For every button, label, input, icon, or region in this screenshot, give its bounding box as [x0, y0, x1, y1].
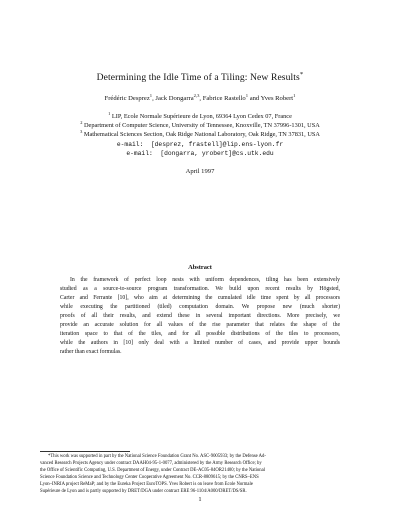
affiliation-line [0, 112, 400, 121]
abstract-line: provide an accurate solution for all values of the rise parameter that relates the shape of the [60, 322, 340, 328]
abstract-line: proofs of all their results, and extend these in several important directions. More precisely, we [60, 313, 340, 319]
author-affiliation-mark: 1 [293, 92, 296, 98]
footnote-line: the Office of Scientific Computing, U.S. Department of Energy, under Contract DE-AC05-84OR21400; by the National [40, 468, 265, 474]
author-affiliation-mark: 2,3 [193, 92, 200, 98]
affiliation-mark: 3 [80, 128, 83, 134]
abstract-line: while executing the partitioned (tiled) computation domain. We propose new (much shorter) [60, 304, 340, 310]
footnote-line: Lyon–INRIA project ReMaP; and by the Eureka Project EuroTOPS. Yves Robert is on leave from Ecole Normale [40, 482, 253, 488]
paper-title-text: Determining the Idle Time of a Tiling: New Results [96, 72, 300, 83]
abstract-line: while the authors in [10] only deal with a limited number of cases, and provide upper bounds [60, 340, 340, 346]
affiliation-text: Department of Computer Science, University of Tennessee, Knoxville, TN 37996-1301, USA [82, 122, 320, 129]
paper-date: April 1997 [185, 168, 215, 175]
page-number: 1 [198, 496, 202, 503]
author-list [0, 92, 400, 102]
affiliation-text: Mathematical Sciences Section, Oak Ridge National Laboratory, Oak Ridge, TN 37831, USA [82, 131, 320, 138]
footnote-line: Supérieure de Lyon and is partly supported by DRET/DGA under contract ERE 96-1104/A000/DRET/DS/SR. [40, 489, 247, 495]
author-name: Fabrice Rastello [202, 95, 246, 102]
author-name: Jack Dongarra [155, 95, 194, 102]
affiliation-line [0, 121, 400, 130]
footnote-line: *This work was supported in part by the National Science Foundation Grant No. ASC-9005933; by the Defense Ad- [48, 454, 266, 459]
title-footnote-mark: * [299, 70, 304, 78]
author-separator: , [152, 95, 156, 102]
author-affiliation-mark: 1 [245, 92, 249, 98]
abstract-line: iteration space to that of the tiles, and for all possible distributions of the tiles to processors, [60, 331, 340, 337]
abstract-line: rather than exact formulas. [60, 349, 122, 355]
paper-title [0, 72, 400, 83]
author-name: Yves Robert [260, 95, 294, 102]
email-line: e-mail: [dongarra, yrobert]@cs.utk.edu [126, 150, 274, 157]
abstract-line: Carter and Ferrante [10], who aim at determining the cumulated idle time spent by all processors [60, 295, 340, 301]
footnote-line: vanced Research Projects Agency under contract DAAH04-95-1-0077, administered by the Army Research Office; by [40, 461, 262, 467]
affiliation-mark: 1 [108, 110, 111, 116]
affiliation-text: LIP, Ecole Normale Supérieure de Lyon, 69364 Lyon Cedex 07, France [110, 113, 292, 120]
author-separator: , [199, 95, 203, 102]
author-name: Frédéric Desprez [104, 95, 150, 102]
footnote-line: Science Foundation Science and Technology Center Cooperative Agreement No. CCR-8809615; by the CNRS–ENS [40, 475, 259, 481]
abstract-body [60, 276, 340, 357]
footnote-rule [40, 451, 130, 452]
author-and: and [248, 95, 261, 102]
abstract-line: In the framework of perfect loop nests with uniform dependences, tiling has been extensively [70, 277, 340, 283]
abstract-line: studied as a source-to-source program transformation. We build upon recent results by Högsted, [60, 286, 340, 292]
abstract-heading: Abstract [188, 264, 212, 271]
affiliation-line [0, 130, 400, 139]
author-affiliation-mark: 1 [149, 92, 153, 98]
affiliation-mark: 2 [80, 119, 83, 125]
footnote [40, 453, 360, 496]
email-line: e-mail: [desprez, frastell]@lip.ens-lyon.fr [116, 141, 284, 148]
